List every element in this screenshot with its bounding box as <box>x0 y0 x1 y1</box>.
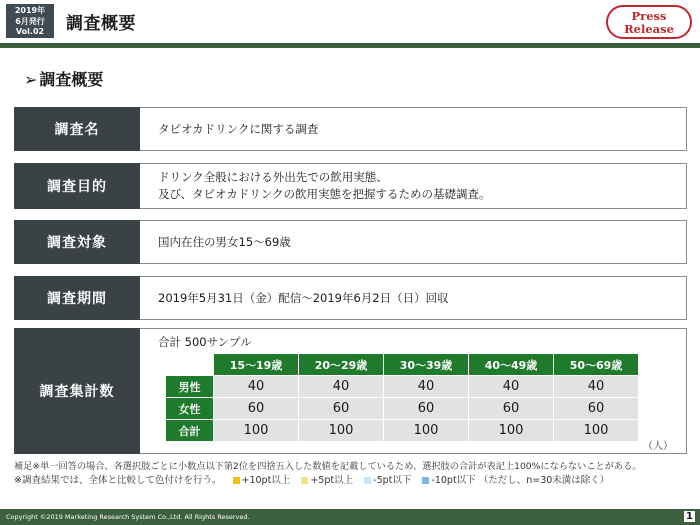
table-header-row <box>166 354 639 376</box>
copyright-text: Copyright ©2019 Marketing Research System Co.,Ltd. All Rights Reserved. <box>6 513 250 521</box>
legend-swatch-plus5 <box>301 477 308 484</box>
row-label-period: 調査期間 <box>14 276 140 320</box>
legend-label-minus5: -5pt以下 <box>373 475 412 486</box>
column-header: 40～49歳 <box>469 354 554 376</box>
table-cell: 100 <box>214 420 299 442</box>
table-cell: 60 <box>384 398 469 420</box>
table-cell: 100 <box>554 420 639 442</box>
row-label-purpose: 調査目的 <box>14 163 140 209</box>
column-header: 15～19歳 <box>214 354 299 376</box>
table-row <box>166 420 639 442</box>
legend-label-plus10: +10pt以上 <box>241 475 291 486</box>
table-cell: 60 <box>214 398 299 420</box>
logo-line-2: Release <box>624 22 674 36</box>
row-label-sample-count: 調査集計数 <box>14 328 140 454</box>
row-header-total: 合計 <box>166 420 214 442</box>
unit-label: （人） <box>643 441 673 452</box>
arrow-icon: ➢ <box>24 70 38 89</box>
press-release-logo <box>606 5 692 39</box>
page-title: 調査概要 <box>66 14 136 34</box>
column-header: 20～29歳 <box>299 354 384 376</box>
row-value-target: 国内在住の男女15～69歳 <box>140 220 687 264</box>
table-cell: 40 <box>299 376 384 398</box>
issue-volume: Vol.02 <box>15 27 45 36</box>
legend-swatch-plus10 <box>233 477 240 484</box>
issue-badge <box>6 4 54 38</box>
column-header: 50～69歳 <box>554 354 639 376</box>
table-cell: 100 <box>299 420 384 442</box>
legend-label-plus5: +5pt以上 <box>310 475 354 486</box>
table-cell: 60 <box>554 398 639 420</box>
legend-swatch-minus10 <box>422 477 429 484</box>
note-coloring-suffix: （ただし、n=30未満は除く） <box>478 475 610 486</box>
sample-total: 合計 500サンプル <box>158 335 252 349</box>
section-heading <box>24 67 103 90</box>
row-label-survey-name: 調査名 <box>14 107 140 151</box>
issue-month: 6月発行 <box>15 16 45 26</box>
table-cell: 60 <box>299 398 384 420</box>
legend-swatch-minus5 <box>364 477 371 484</box>
table-cell: 60 <box>469 398 554 420</box>
note-coloring <box>14 472 609 486</box>
row-value-purpose <box>140 163 687 209</box>
note-rounding: 補足※単一回答の場合、各選択肢ごとに小数点以下第2位を四捨五入した数値を記載しているため、選択肢の合計が表記上100%にならないことがある。 <box>14 461 642 472</box>
row-label-target: 調査対象 <box>14 220 140 264</box>
table-cell: 100 <box>384 420 469 442</box>
table-corner <box>166 354 214 376</box>
purpose-line-1: ドリンク全般における外出先での飲用実態、 <box>158 170 388 184</box>
purpose-line-2: 及び、タピオカドリンクの飲用実態を把握するための基礎調査。 <box>158 187 491 201</box>
table-cell: 40 <box>469 376 554 398</box>
table-cell: 40 <box>554 376 639 398</box>
table-row <box>166 398 639 420</box>
section-title: 調査概要 <box>39 70 104 89</box>
table-cell: 100 <box>469 420 554 442</box>
row-header-female: 女性 <box>166 398 214 420</box>
column-header: 30～39歳 <box>384 354 469 376</box>
issue-year: 2019年 <box>14 6 46 15</box>
table-cell: 40 <box>384 376 469 398</box>
logo-line-1: Press <box>631 9 667 23</box>
page-number: 1 <box>686 511 693 522</box>
row-header-male: 男性 <box>166 376 214 398</box>
table-row <box>166 376 639 398</box>
row-value-survey-name: タピオカドリンクに関する調査 <box>140 107 687 151</box>
table-cell: 40 <box>214 376 299 398</box>
legend-label-minus10: -10pt以下 <box>431 475 476 486</box>
header-divider <box>0 43 700 48</box>
sample-table <box>165 353 639 442</box>
note-coloring-prefix: ※調査結果では、全体と比較して色付けを行う。 <box>14 475 222 486</box>
row-value-period: 2019年5月31日（金）配信～2019年6月2日（日）回収 <box>140 276 687 320</box>
